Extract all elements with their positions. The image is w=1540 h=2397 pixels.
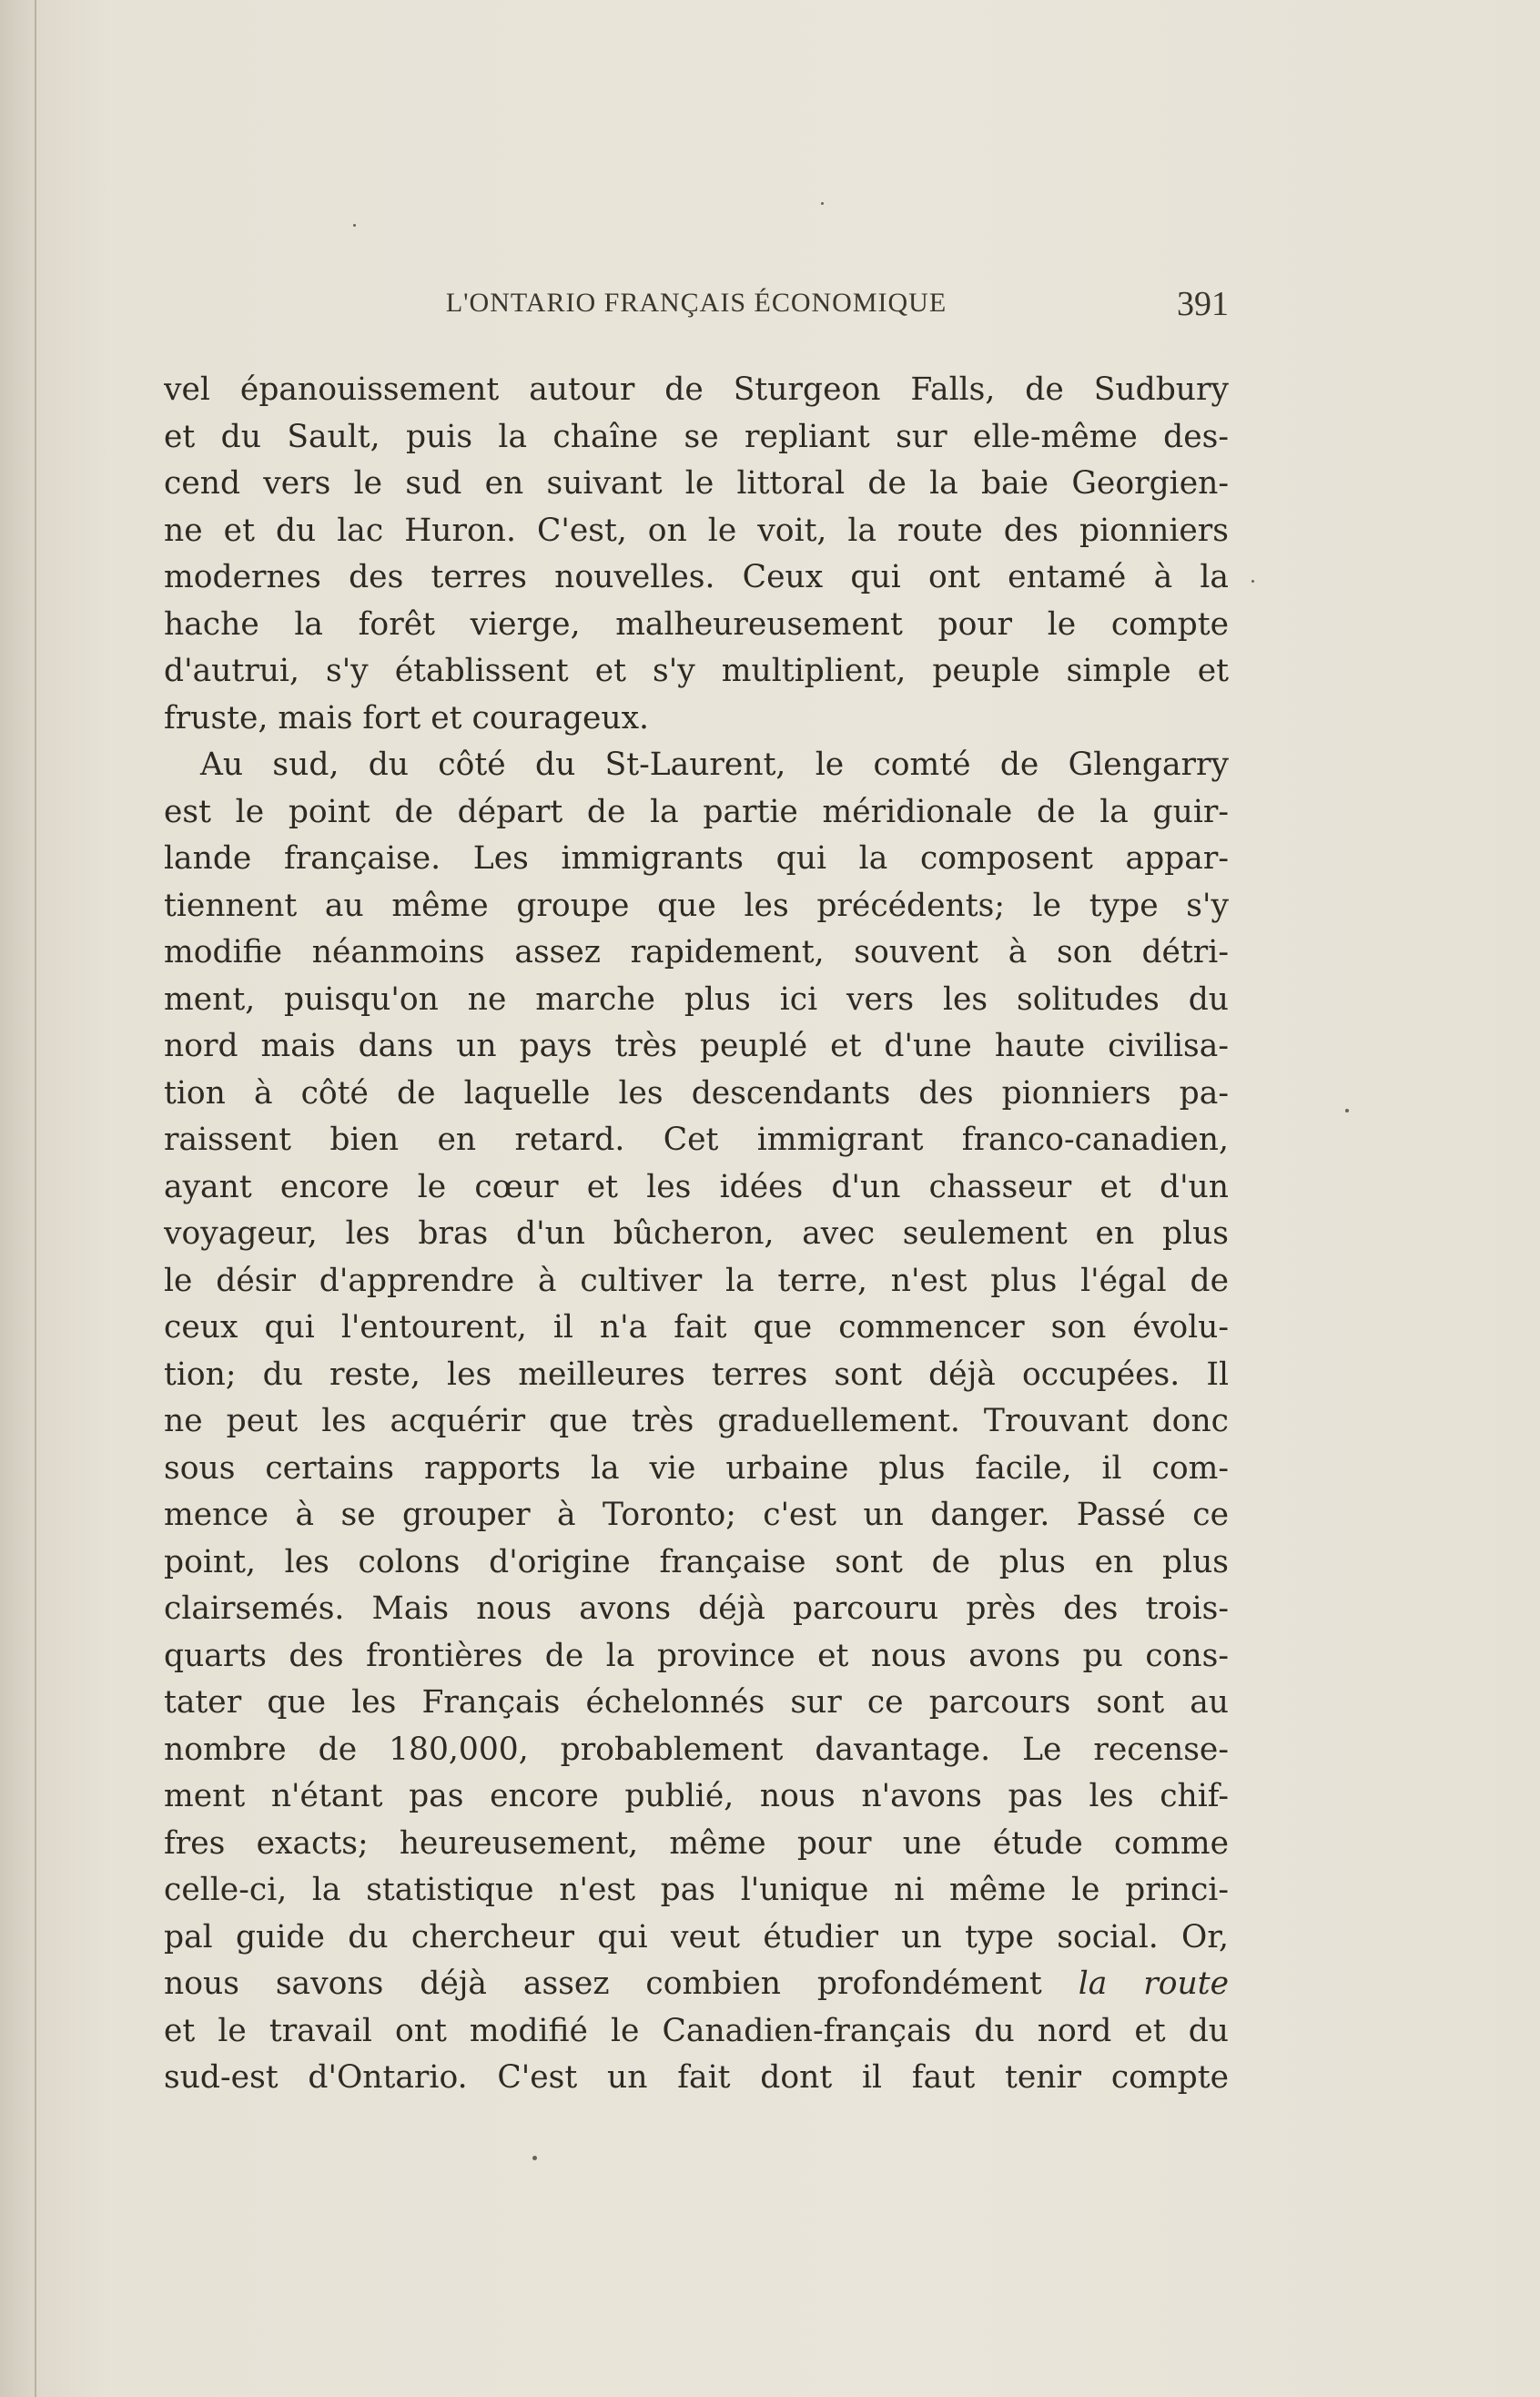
text-line: ment, puisqu'on ne marche plus ici vers les solitudes du: [164, 980, 1229, 1018]
text-line: et le travail ont modifié le Canadien-français du nord et du: [164, 2012, 1229, 2049]
text-line: ne et du lac Huron. C'est, on le voit, la route des pionniers: [164, 512, 1229, 549]
text-line: tion; du reste, les meilleures terres sont déjà occupées. Il: [164, 1356, 1229, 1393]
paper-speck: [1345, 1109, 1349, 1112]
text-line: nous savons déjà assez combien profondément la route: [164, 1965, 1229, 2002]
text-line: quarts des frontières de la province et nous avons pu cons-: [164, 1637, 1229, 1674]
text-line: point, les colons d'origine française sont de plus en plus: [164, 1543, 1229, 1580]
text-line: modernes des terres nouvelles. Ceux qui ont entamé à la: [164, 559, 1229, 595]
text-line: voyageur, les bras d'un bûcheron, avec seulement en plus: [164, 1215, 1229, 1252]
text-line: est le point de départ de la partie méridionale de la guir-: [164, 793, 1229, 830]
text-line: modifie néanmoins assez rapidement, souvent à son détri-: [164, 934, 1229, 970]
paragraph-last-line: fruste, mais fort et courageux.: [164, 699, 650, 736]
text-line: ceux qui l'entourent, il n'a fait que commencer son évolu-: [164, 1309, 1229, 1346]
text-line: d'autrui, s'y établissent et s'y multiplient, peuple simple et: [164, 653, 1229, 689]
text-line: pal guide du chercheur qui veut étudier un type social. Or,: [164, 1918, 1229, 1955]
text-line: tion à côté de laquelle les descendants des pionniers pa-: [164, 1074, 1229, 1112]
text-line: celle-ci, la statistique n'est pas l'unique ni même le princi-: [164, 1872, 1229, 1908]
text-line: ne peut les acquérir que très graduellement. Trouvant donc: [164, 1403, 1229, 1439]
text-line: ayant encore le cœur et les idées d'un chasseur et d'un: [164, 1168, 1229, 1205]
running-head: L'ONTARIO FRANÇAIS ÉCONOMIQUE: [445, 288, 947, 318]
text-line: tater que les Français échelonnés sur ce parcours sont au: [164, 1684, 1229, 1721]
text-line: nord mais dans un pays très peuplé et d'une haute civilisa-: [164, 1028, 1229, 1064]
text-line: nombre de 180,000, probablement davantage. Le recense-: [164, 1731, 1229, 1768]
page-header: [164, 284, 1229, 330]
text-line: vel épanouissement autour de Sturgeon Falls, de Sudbury: [164, 371, 1229, 408]
paper-speck: [821, 202, 824, 205]
text-line: clairsemés. Mais nous avons déjà parcouru près des trois-: [164, 1590, 1229, 1627]
text-line: ment n'étant pas encore publié, nous n'avons pas les chif-: [164, 1778, 1229, 1814]
body-text: [164, 367, 1229, 2102]
text-line: sud-est d'Ontario. C'est un fait dont il faut tenir compte: [164, 2059, 1229, 2096]
text-line: hache la forêt vierge, malheureusement pour le compte: [164, 605, 1229, 643]
gutter-shadow: [35, 0, 36, 2397]
text-line: raissent bien en retard. Cet immigrant franco-canadien,: [164, 1122, 1229, 1158]
text-line: cend vers le sud en suivant le littoral de la baie Georgien-: [164, 465, 1229, 502]
text-line: le désir d'apprendre à cultiver la terre, n'est plus l'égal de: [164, 1262, 1229, 1299]
paper-speck: [532, 2156, 537, 2160]
text-line: sous certains rapports la vie urbaine plus facile, il com-: [164, 1449, 1229, 1487]
text-line: lande française. Les immigrants qui la composent appar-: [164, 840, 1229, 877]
text-line: et du Sault, puis la chaîne se repliant sur elle-même des-: [164, 418, 1229, 455]
paper-speck: [1251, 580, 1254, 583]
paragraph-first-line: Au sud, du côté du St-Laurent, le comté de Glengarry: [200, 747, 1229, 783]
text-line: fres exacts; heureusement, même pour une étude comme: [164, 1824, 1229, 1862]
text-line: tiennent au même groupe que les précédents; le type s'y: [164, 887, 1229, 924]
paper-speck: [353, 224, 356, 227]
page-number: 391: [1177, 285, 1229, 323]
text-line: mence à se grouper à Toronto; c'est un danger. Passé ce: [164, 1497, 1229, 1533]
italic-phrase: la route: [1078, 1965, 1229, 2002]
